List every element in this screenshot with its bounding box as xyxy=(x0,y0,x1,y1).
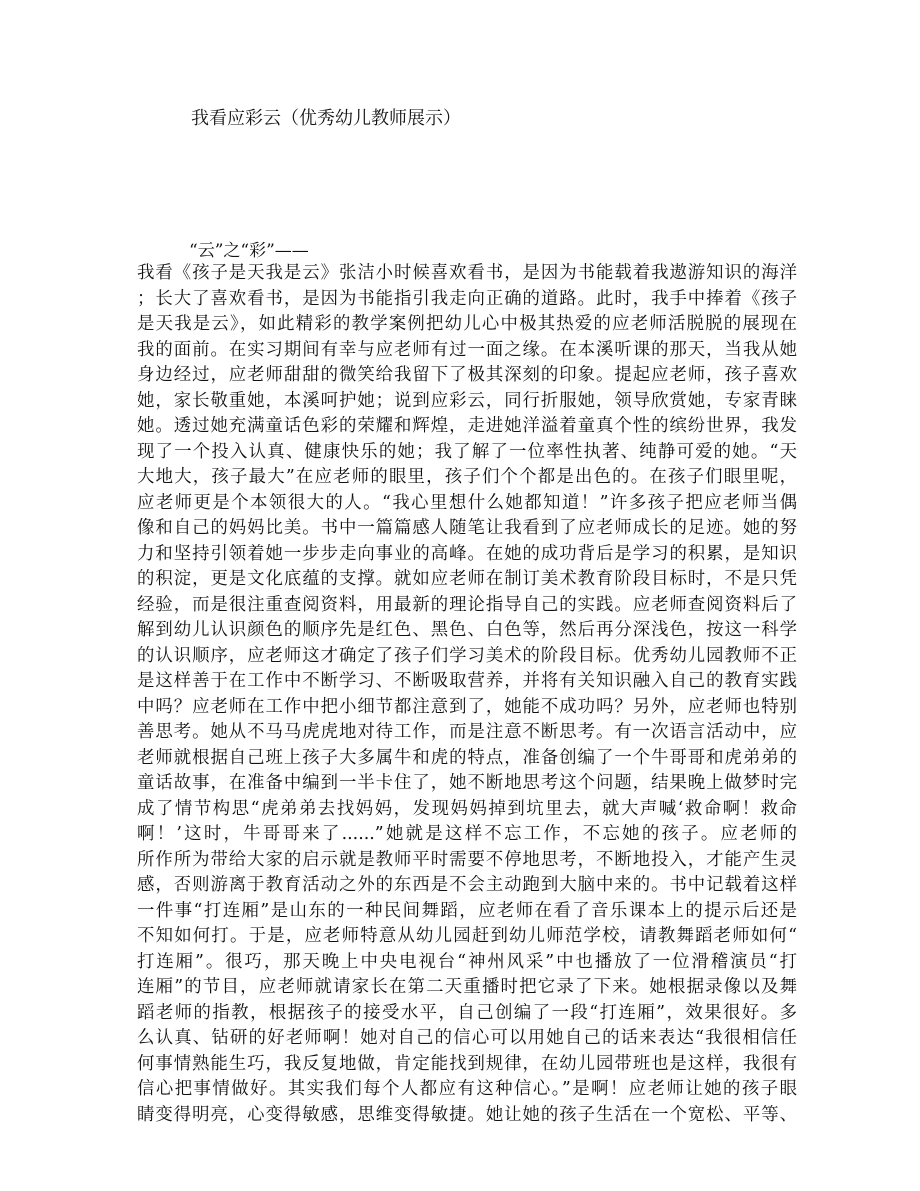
text-line: 是天我是云》，如此精彩的教学案例把幼儿心中极其热爱的应老师活脱脱的展现在 xyxy=(137,314,797,334)
text-line: 应老师更是个本领很大的人。“我心里想什么她都知道！”许多孩子把应老师当偶 xyxy=(137,492,797,513)
document-title: 我看应彩云（优秀幼儿教师展示） xyxy=(191,108,461,129)
text-line: 的认识顺序，应老师这才确定了孩子们学习美术的阶段目标。优秀幼儿园教师不正 xyxy=(137,645,797,666)
text-line: 中吗？应老师在工作中把小细节都注意到了，她能不成功吗？另外，应老师也特别 xyxy=(137,696,797,717)
text-line: 我看《孩子是天我是云》张洁小时候喜欢看书，是因为书能载着我遨游知识的海洋 xyxy=(137,263,797,283)
text-line: 所作所为带给大家的启示就是教师平时需要不停地思考，不断地投入，才能产生灵 xyxy=(137,849,797,870)
text-line: 信心把事情做好。其实我们每个人都应有这种信心。”是啊！应老师让她的孩子眼 xyxy=(137,1079,797,1099)
text-line: 善思考。她从不马马虎虎地对待工作，而是注意不断思考。有一次语言活动中，应 xyxy=(137,722,797,742)
text-line: 解到幼儿认识颜色的顺序先是红色、黑色、白色等，然后再分深浅色，按这一科学 xyxy=(137,620,797,640)
text-line: 经验，而是很注重查阅资料，用最新的理论指导自己的实践。应老师查阅资料后了 xyxy=(137,594,797,615)
text-line: 老师就根据自己班上孩子大多属牛和虎的特点，准备创编了一个牛哥哥和虎弟弟的 xyxy=(137,747,797,768)
text-line: 成了情节构思“虎弟弟去找妈妈，发现妈妈掉到坑里去，就大声喊‘救命啊！救命 xyxy=(137,798,797,819)
text-line: 不知如何打。于是，应老师特意从幼儿园赶到幼儿师范学校，请教舞蹈老师如何“ xyxy=(137,926,797,946)
text-line: 一件事“打连厢”是山东的一种民间舞蹈，应老师在看了音乐课本上的提示后还是 xyxy=(137,900,797,921)
text-line: 身边经过，应老师甜甜的微笑给我留下了极其深刻的印象。提起应老师，孩子喜欢 xyxy=(137,365,797,385)
text-line: 大地大，孩子最大”在应老师的眼里，孩子们个个都是出色的。在孩子们眼里呢， xyxy=(137,467,797,487)
text-line: ；长大了喜欢看书，是因为书能指引我走向正确的道路。此时，我手中捧着《孩子 xyxy=(137,288,797,309)
text-line: 连厢”的节目，应老师就请家长在第二天重播时把它录了下来。她根据录像以及舞 xyxy=(137,977,797,997)
text-line: 是这样善于在工作中不断学习、不断吸取营养，并将有关知识融入自己的教育实践 xyxy=(137,671,797,691)
text-line: 我的面前。在实习期间有幸与应老师有过一面之缘。在本溪听课的那天，当我从她 xyxy=(137,339,797,360)
text-line: 像和自己的妈妈比美。书中一篇篇感人随笔让我看到了应老师成长的足迹。她的努 xyxy=(137,518,797,538)
text-line: 睛变得明亮，心变得敏感，思维变得敏捷。她让她的孩子生活在一个宽松、平等、 xyxy=(137,1104,797,1125)
text-line: 感，否则游离于教育活动之外的东西是不会主动跑到大脑中来的。书中记载着这样 xyxy=(137,875,797,895)
section-heading: “云”之“彩”—— xyxy=(189,241,309,261)
text-line: 么认真、钻研的好老师啊！她对自己的信心可以用她自己的话来表达“我很相信任 xyxy=(137,1028,797,1048)
text-line: 她，家长敬重她，本溪呵护她；说到应彩云，同行折服她，领导欣赏她，专家青睐 xyxy=(137,390,797,411)
text-line: 的积淀，更是文化底蕴的支撑。就如应老师在制订美术教育阶段目标时，不是只凭 xyxy=(137,569,797,589)
text-line: 何事情熟能生巧，我反复地做，肯定能找到规律，在幼儿园带班也是这样，我很有 xyxy=(137,1053,797,1074)
text-line: 力和坚持引领着她一步步走向事业的高峰。在她的成功背后是学习的积累，是知识 xyxy=(137,543,797,564)
text-line: 她。透过她充满童话色彩的荣耀和辉煌，走进她洋溢着童真个性的缤纷世界，我发 xyxy=(137,416,797,436)
text-line: 啊！’这时，牛哥哥来了......”她就是这样不忘工作，不忘她的孩子。应老师的 xyxy=(137,824,797,844)
text-line: 打连厢”。很巧，那天晚上中央电视台“神州风采”中也播放了一位滑稽演员“打 xyxy=(137,951,797,972)
text-line: 现了一个投入认真、健康快乐的她；我了解了一位率性执著、纯静可爱的她。“天 xyxy=(137,441,797,462)
text-line: 童话故事，在准备中编到一半卡住了，她不断地思考这个问题，结果晚上做梦时完 xyxy=(137,773,797,793)
body-paragraph xyxy=(137,261,797,1128)
text-line: 蹈老师的指教，根据孩子的接受水平，自己创编了一段“打连厢”，效果很好。多 xyxy=(137,1002,797,1023)
